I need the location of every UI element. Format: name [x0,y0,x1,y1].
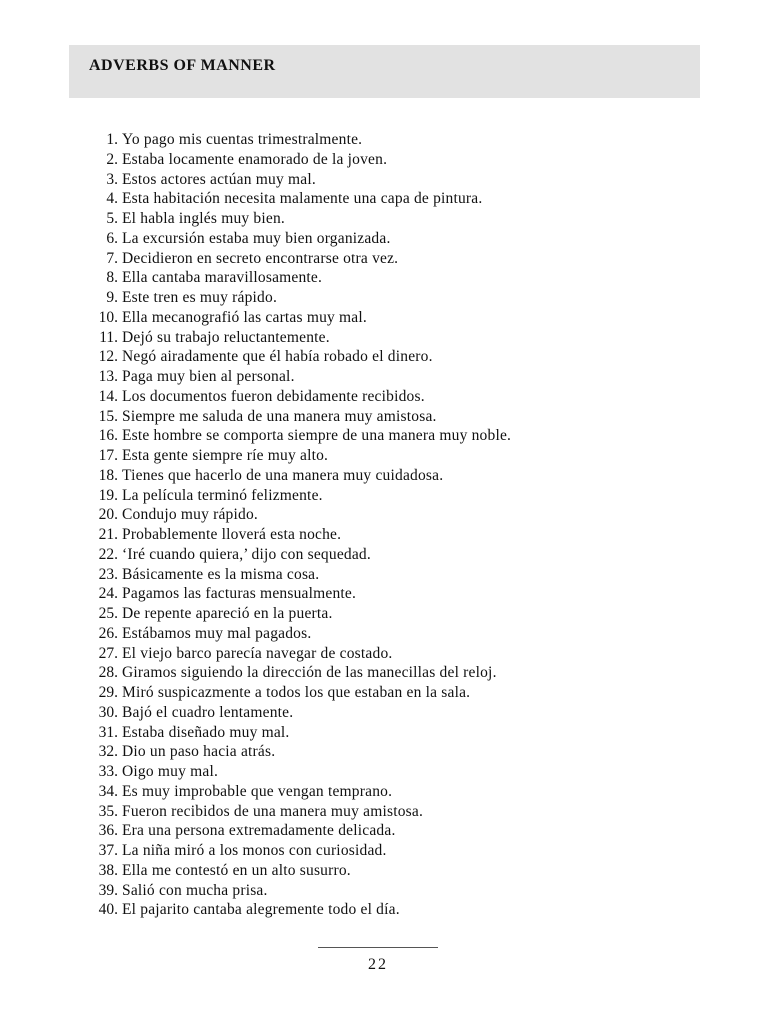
item-number: 10. [98,308,118,326]
list-item [88,663,688,683]
list-item [88,742,688,762]
list-item [88,486,688,506]
item-number: 15. [98,407,118,425]
item-sentence: Este tren es muy rápido. [122,289,278,306]
item-sentence: El viejo barco parecía navegar de costado. [122,644,393,662]
item-number: 40. [98,901,118,919]
item-number: 7. [106,249,118,267]
item-sentence: La excursión estaba muy bien organizada. [122,229,391,247]
item-sentence: Paga muy bien al personal. [122,368,295,385]
item-sentence: El habla inglés muy bien. [122,210,285,227]
item-sentence: Es muy improbable que vengan temprano. [122,782,393,800]
item-number: 13. [98,368,118,385]
list-item [88,624,688,644]
item-sentence: Yo pago mis cuentas trimestralmente. [122,131,363,148]
item-number: 29. [98,684,118,701]
item-number: 4. [106,190,118,208]
list-item [88,249,688,269]
item-number: 25. [98,605,118,622]
list-item [88,505,688,525]
list-item [88,308,688,328]
item-number: 12. [98,348,118,366]
list-item [88,268,688,288]
list-item [88,209,688,229]
list-item [88,189,688,209]
item-sentence: Dio un paso hacia atrás. [122,743,276,761]
list-item [88,802,688,822]
item-sentence: ‘Iré cuando quiera,’ dijo con sequedad. [122,545,371,563]
list-item [88,130,688,150]
item-number: 21. [98,526,118,543]
list-item [88,900,688,920]
list-item [88,683,688,703]
list-item [88,328,688,348]
item-number: 26. [98,624,118,642]
item-number: 14. [98,387,118,405]
item-sentence: Los documentos fueron debidamente recibidos. [122,387,425,405]
item-number: 28. [98,664,118,682]
item-sentence: Estábamos muy mal pagados. [122,624,312,642]
item-number: 1. [106,131,118,148]
item-sentence: Este hombre se comporta siempre de una manera muy noble. [122,427,512,445]
item-number: 27. [98,644,118,662]
item-sentence: Era una persona extremadamente delicada. [122,822,396,840]
item-sentence: Esta habitación necesita malamente una capa de pintura. [122,190,483,208]
list-item [88,545,688,565]
item-sentence: De repente apareció en la puerta. [122,605,333,622]
section-header [69,45,700,98]
list-item [88,644,688,664]
item-number: 3. [106,170,118,188]
item-number: 17. [98,447,118,464]
item-number: 39. [98,881,118,899]
item-number: 9. [106,289,118,306]
item-number: 11. [99,328,118,346]
list-item [88,525,688,545]
item-sentence: Condujo muy rápido. [122,506,258,524]
item-number: 34. [98,782,118,800]
list-item [88,723,688,743]
item-number: 33. [98,763,118,780]
item-sentence: Siempre me saluda de una manera muy amistosa. [122,407,437,425]
list-item [88,703,688,723]
item-sentence: Estaba locamente enamorado de la joven. [122,150,388,168]
footer-divider [318,947,438,948]
list-item [88,584,688,604]
item-sentence: Negó airadamente que él había robado el dinero. [122,348,433,366]
item-sentence: Ella me contestó en un alto susurro. [122,861,351,879]
item-number: 19. [98,486,118,504]
item-number: 8. [106,269,118,287]
list-item [88,782,688,802]
item-sentence: Estaba diseñado muy mal. [122,723,290,741]
item-number: 18. [98,466,118,484]
item-number: 23. [98,565,118,583]
item-sentence: Decidieron en secreto encontrarse otra vez. [122,249,399,267]
item-number: 38. [98,861,118,879]
exercise-list [88,130,688,920]
item-sentence: Probablemente lloverá esta noche. [122,526,342,543]
list-item [88,861,688,881]
item-sentence: La película terminó felizmente. [122,486,323,504]
item-number: 24. [98,585,118,603]
item-sentence: Giramos siguiendo la dirección de las manecillas del reloj. [122,664,497,682]
list-item [88,762,688,782]
item-sentence: Dejó su trabajo reluctantemente. [122,328,330,346]
list-item [88,347,688,367]
item-number: 20. [98,506,118,524]
item-sentence: Esta gente siempre ríe muy alto. [122,447,329,464]
item-sentence: Tienes que hacerlo de una manera muy cuidadosa. [122,466,444,484]
list-item [88,288,688,308]
page-number: 22 [368,956,388,973]
item-sentence: Salió con mucha prisa. [122,881,268,899]
list-item [88,150,688,170]
list-item [88,565,688,585]
item-sentence: La niña miró a los monos con curiosidad. [122,842,387,859]
list-item [88,387,688,407]
list-item [88,604,688,624]
list-item [88,407,688,427]
item-number: 2. [106,150,118,168]
list-item [88,881,688,901]
item-sentence: Oigo muy mal. [122,763,219,780]
item-number: 5. [106,210,118,227]
section-title: ADVERBS OF MANNER [89,57,276,74]
item-number: 31. [98,723,118,741]
list-item [88,229,688,249]
item-sentence: Fueron recibidos de una manera muy amistosa. [122,802,424,820]
item-number: 22. [98,545,118,563]
list-item [88,446,688,466]
item-sentence: Miró suspicazmente a todos los que estaban en la sala. [122,684,471,701]
item-sentence: Pagamos las facturas mensualmente. [122,585,357,603]
list-item [88,841,688,861]
item-sentence: Ella mecanografió las cartas muy mal. [122,308,367,326]
list-item [88,367,688,387]
item-number: 6. [106,229,118,247]
item-number: 36. [98,822,118,840]
item-number: 16. [98,427,118,445]
list-item [88,466,688,486]
item-sentence: Básicamente es la misma cosa. [122,565,320,583]
item-sentence: Ella cantaba maravillosamente. [122,269,323,287]
item-number: 32. [98,743,118,761]
item-number: 35. [98,802,118,820]
item-number: 37. [98,842,118,859]
item-number: 30. [98,703,118,721]
list-item [88,426,688,446]
item-sentence: Estos actores actúan muy mal. [122,170,316,188]
item-sentence: El pajarito cantaba alegremente todo el día. [122,901,400,919]
item-sentence: Bajó el cuadro lentamente. [122,703,294,721]
list-item [88,170,688,190]
list-item [88,821,688,841]
